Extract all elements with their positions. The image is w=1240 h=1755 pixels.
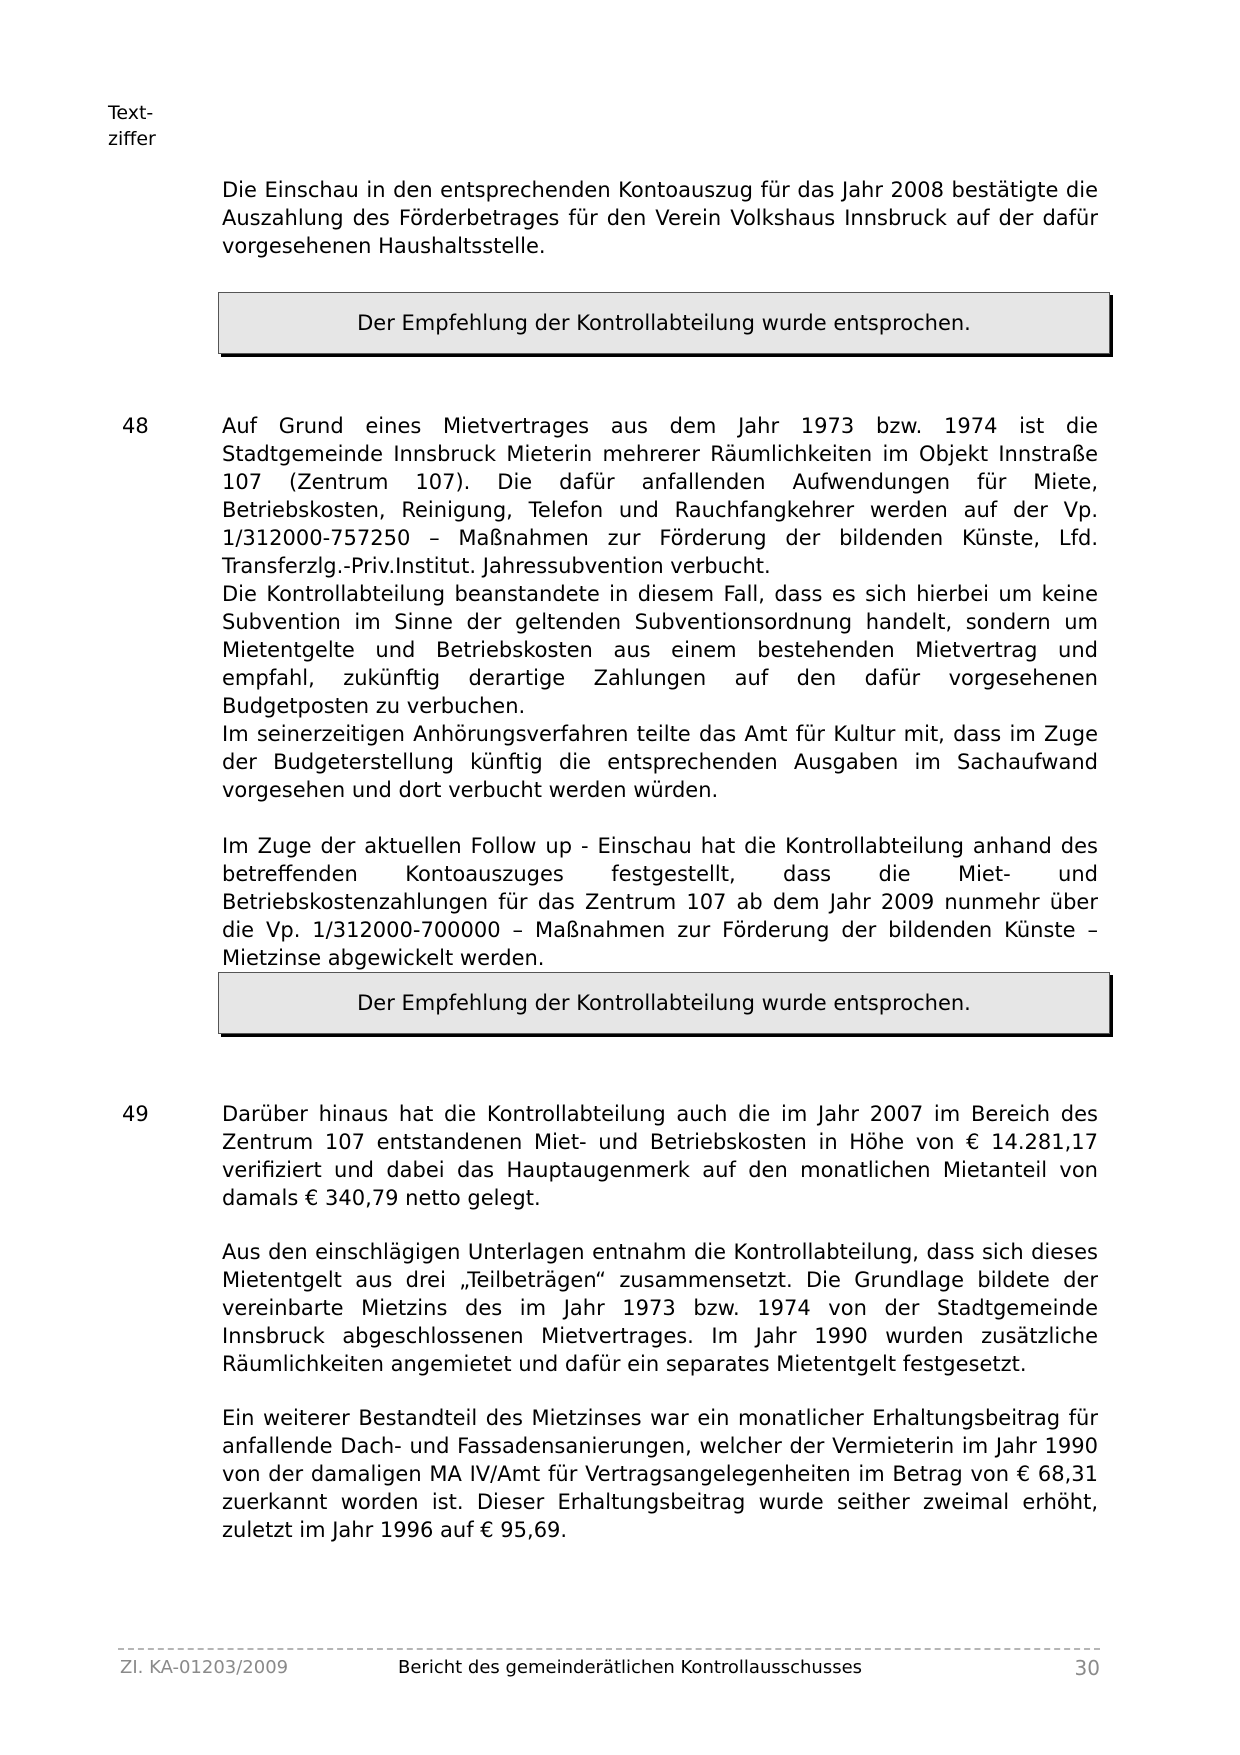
result-box: Der Empfehlung der Kontrollabteilung wurde entsprochen. — [218, 292, 1110, 354]
paragraph: Ein weiterer Bestandteil des Mietzinses war ein monatlicher Erhaltungsbeitrag für anfallende Dach- und Fassadensanierungen, welcher der Vermieterin im Jahr 1990 von der damaligen MA IV/Amt für Vertragsangelegenheiten im Betrag von € 68,31 zuerkannt worden ist. Dieser Erhaltungsbeitrag wurde seither zweimal erhöht, zuletzt im Jahr 1996 auf € 95,69. — [222, 1406, 1098, 1542]
paragraph: Im seinerzeitigen Anhörungsverfahren teilte das Amt für Kultur mit, dass im Zuge der Budgeterstellung künftig die entsprechenden Ausgaben im Sachaufwand vorgesehen und dort verbucht werden würden. — [222, 722, 1098, 802]
margin-label-line2: ziffer — [108, 128, 156, 150]
result-box: Der Empfehlung der Kontrollabteilung wurde entsprochen. — [218, 972, 1110, 1034]
margin-label-line1: Text- — [108, 102, 154, 124]
footer-title: Bericht des gemeinderätlichen Kontrollausschusses — [398, 1657, 863, 1678]
footer-reference: ZI. KA-01203/2009 — [120, 1657, 289, 1678]
paragraph: Auf Grund eines Mietvertrages aus dem Jahr 1973 bzw. 1974 ist die Stadtgemeinde Innsbruck Mieterin mehrerer Räumlichkeiten im Objekt Innstraße 107 (Zentrum 107). Die dafür anfallenden Aufwendungen für Miete, Betriebskosten, Reinigung, Telefon und Rauchfangkehrer werden auf der Vp. 1/312000-757250 – Maßnahmen zur Förderung der bildenden Künste, Lfd. Transferzlg.-Priv.Institut. Jahressubvention verbucht. — [222, 414, 1098, 578]
section-number: 48 — [122, 414, 149, 438]
margin-label — [108, 100, 156, 152]
page-number: 30 — [1074, 1656, 1100, 1680]
paragraph: Darüber hinaus hat die Kontrollabteilung auch die im Jahr 2007 im Bereich des Zentrum 107 entstandenen Miet- und Betriebskosten in Höhe von € 14.281,17 verifiziert und dabei das Hauptaugenmerk auf den monatlichen Mietanteil von damals € 340,79 netto gelegt. — [222, 1102, 1098, 1210]
paragraph: Die Einschau in den entsprechenden Kontoauszug für das Jahr 2008 bestätigte die Auszahlung des Förderbetrages für den Verein Volkshaus Innsbruck auf der dafür vorgesehenen Haushaltsstelle. — [222, 178, 1098, 258]
section-number: 49 — [122, 1102, 149, 1126]
paragraph: Im Zuge der aktuellen Follow up - Einschau hat die Kontrollabteilung anhand des betreffenden Kontoauszuges festgestellt, dass die Miet- und Betriebskostenzahlungen für das Zentrum 107 ab dem Jahr 2009 nunmehr über die Vp. 1/312000-700000 – Maßnahmen zur Förderung der bildenden Künste – Mietzinse abgewickelt werden. — [222, 834, 1098, 970]
paragraph: Die Kontrollabteilung beanstandete in diesem Fall, dass es sich hierbei um keine Subvention im Sinne der geltenden Subventionsordnung handelt, sondern um Mietentgelte und Betriebskosten aus einem bestehenden Mietvertrag und empfahl, zukünftig derartige Zahlungen auf den dafür vorgesehenen Budgetposten zu verbuchen. — [222, 582, 1098, 718]
paragraph: Aus den einschlägigen Unterlagen entnahm die Kontrollabteilung, dass sich dieses Mietentgelt aus drei „Teilbeträgen“ zusammensetzt. Die Grundlage bildete der vereinbarte Mietzins des im Jahr 1973 bzw. 1974 von der Stadtgemeinde Innsbruck abgeschlossenen Mietvertrages. Im Jahr 1990 wurden zusätzliche Räumlichkeiten angemietet und dafür ein separates Mietentgelt festgesetzt. — [222, 1240, 1098, 1376]
footer-divider — [118, 1648, 1100, 1650]
